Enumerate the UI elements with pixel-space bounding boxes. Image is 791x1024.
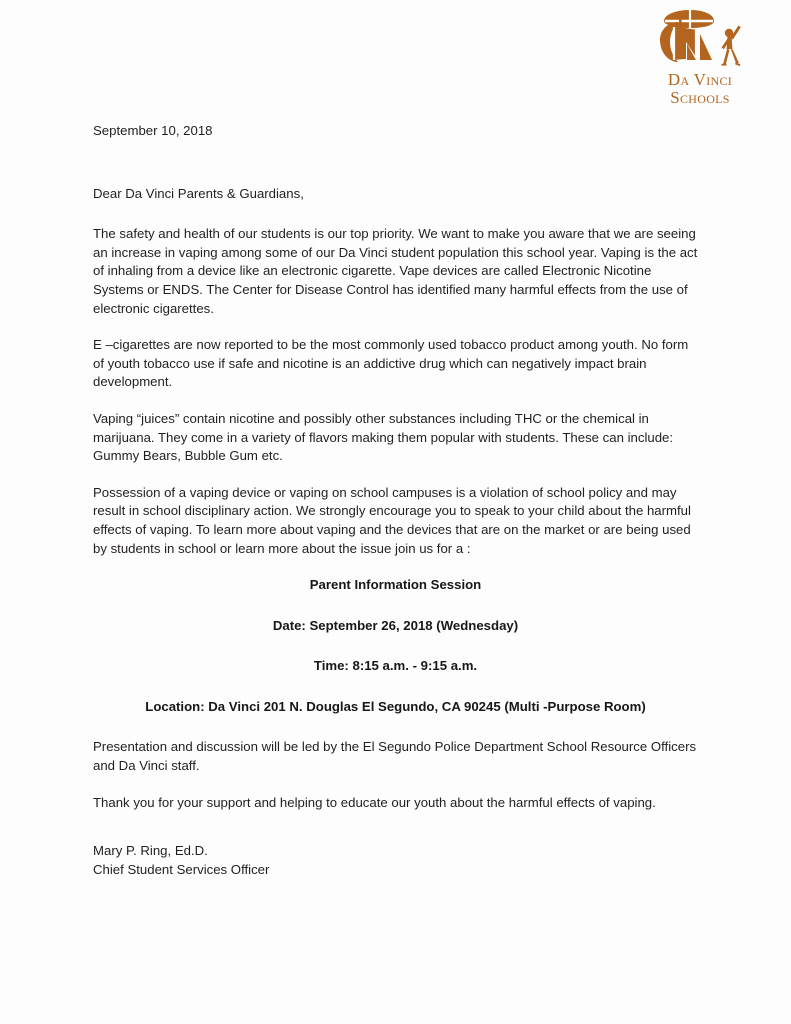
- logo-wordmark: [650, 71, 750, 107]
- letter-date: September 10, 2018: [93, 123, 213, 138]
- event-title: Parent Information Session: [309, 577, 482, 593]
- letter-body: [93, 122, 698, 879]
- da-vinci-schools-logo: [650, 8, 750, 108]
- paragraph-3: Vaping “juices” contain nicotine and possibly other substances including THC or the chemical in marijuana. They come in a variety of flavors making them popular with students. These can include: Gummy Bears, Bubble Gum etc.: [93, 410, 674, 464]
- paragraph-1: The safety and health of our students is our top priority. We want to make you aware that we are seeing an increase in vaping among some of our Da Vinci student population this school year. Vaping is the act of inhaling from a device like an electronic cigarette. Vape devices are called Electronic Nicotine Systems or ENDS. The Center for Disease Control has identified many harmful effects from the use of electronic cigarettes.: [93, 226, 698, 316]
- paragraph-4: Possession of a vaping device or vaping on school campuses is a violation of school policy and may result in school disciplinary action. We strongly encourage you to speak to your child about the harmful effects of vaping. To learn more about vaping and the devices that are on the market or are being used by students in school or learn more about the issue join us for a :: [93, 484, 691, 556]
- signature-block: [93, 842, 698, 879]
- da-vinci-parachute-figure-icon: [650, 8, 748, 70]
- closing-paragraph-1: Presentation and discussion will be led by the El Segundo Police Department School Resource Officers and Da Vinci staff.: [93, 739, 697, 774]
- event-date: Date: September 26, 2018 (Wednesday): [272, 617, 519, 633]
- signature-name: Mary P. Ring, Ed.D.: [93, 843, 208, 859]
- logo-wordmark-line2: Schools: [670, 87, 730, 107]
- event-location: Location: Da Vinci 201 N. Douglas El Segundo, CA 90245 (Multi -Purpose Room): [145, 698, 646, 714]
- letter-salutation: Dear Da Vinci Parents & Guardians,: [93, 185, 304, 201]
- paragraph-2: E –cigarettes are now reported to be the most commonly used tobacco product among youth. No form of youth tobacco use if safe and nicotine is an addictive drug which can negatively impact brain development.: [93, 337, 689, 390]
- closing-paragraph-2: Thank you for your support and helping to educate our youth about the harmful effects of vaping.: [93, 794, 656, 810]
- logo-wordmark-line1: Da Vinci: [667, 70, 733, 89]
- event-time: Time: 8:15 a.m. - 9:15 a.m.: [313, 658, 478, 674]
- signature-title: Chief Student Services Officer: [93, 861, 270, 877]
